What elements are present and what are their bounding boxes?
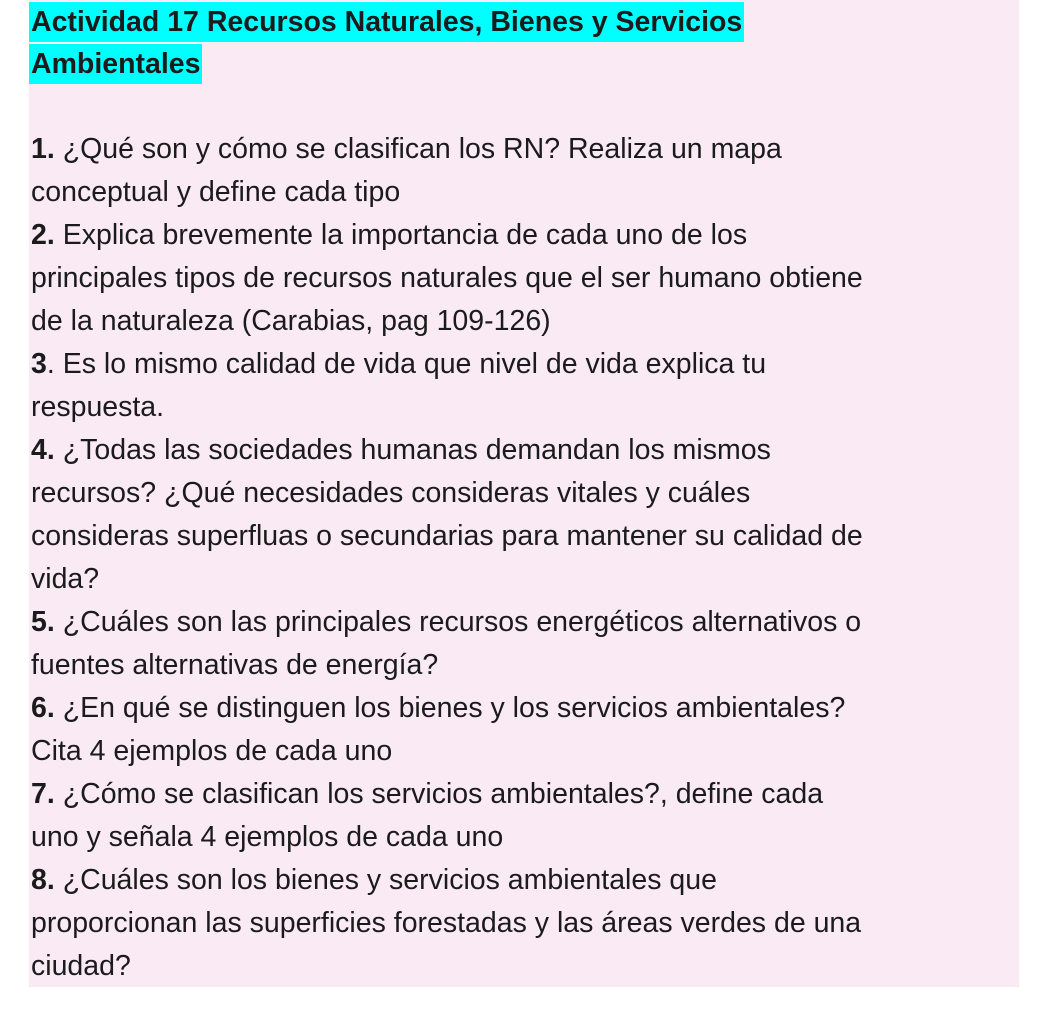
question-number: 6. [31, 692, 55, 724]
question-text-line: proporcionan las superficies forestadas y las áreas verdes de una [31, 907, 862, 939]
question-text-line: ¿Qué son y cómo se clasifican los RN? Realiza un mapa [62, 133, 782, 165]
question-text-line: fuentes alternativas de energía? [31, 649, 439, 681]
question-number: 3 [31, 348, 47, 380]
question-2 [31, 214, 1021, 343]
question-text-line: principales tipos de recursos naturales que el ser humano obtiene [31, 262, 863, 294]
question-text-line: consideras superfluas o secundarias para mantener su calidad de [31, 520, 863, 552]
question-text-line: Cita 4 ejemplos de cada uno [31, 735, 393, 767]
title-line-1: Actividad 17 Recursos Naturales, Bienes y Servicios [29, 2, 744, 42]
question-text-line: uno y señala 4 ejemplos de cada uno [31, 821, 504, 853]
question-3 [31, 343, 1021, 429]
question-4 [31, 429, 1021, 601]
question-number: 4. [31, 434, 55, 466]
question-text-line: ¿Cuáles son las principales recursos energéticos alternativos o [62, 606, 862, 638]
question-text-line: recursos? ¿Qué necesidades consideras vitales y cuáles [31, 477, 751, 509]
question-text-line: ¿Cuáles son los bienes y servicios ambientales que [62, 864, 717, 896]
question-text-line: conceptual y define cada tipo [31, 176, 401, 208]
question-number: 2. [31, 219, 55, 251]
question-number: 5. [31, 606, 55, 638]
question-text-line: ¿En qué se distinguen los bienes y los servicios ambientales? [62, 692, 846, 724]
question-text-line: . Es lo mismo calidad de vida que nivel de vida explica tu [46, 348, 767, 380]
question-number: 1. [31, 133, 55, 165]
question-number: 7. [31, 778, 55, 810]
title-line-2: Ambientales [29, 44, 202, 84]
question-8 [31, 859, 1021, 988]
question-7 [31, 773, 1021, 859]
question-5 [31, 601, 1021, 687]
question-text-line: de la naturaleza (Carabias, pag 109-126) [31, 305, 551, 337]
question-6 [31, 687, 1021, 773]
question-text-line: ¿Cómo se clasifican los servicios ambientales?, define cada [62, 778, 824, 810]
question-list [31, 128, 1021, 988]
document-page [29, 0, 1019, 987]
question-text-line: vida? [31, 563, 100, 595]
question-text-line: respuesta. [31, 391, 165, 423]
question-text-line: ¿Todas las sociedades humanas demandan los mismos [62, 434, 771, 466]
question-1 [31, 128, 1021, 214]
question-number: 8. [31, 864, 55, 896]
question-text-line: ciudad? [31, 950, 131, 982]
question-text-line: Explica brevemente la importancia de cada uno de los [62, 219, 748, 251]
